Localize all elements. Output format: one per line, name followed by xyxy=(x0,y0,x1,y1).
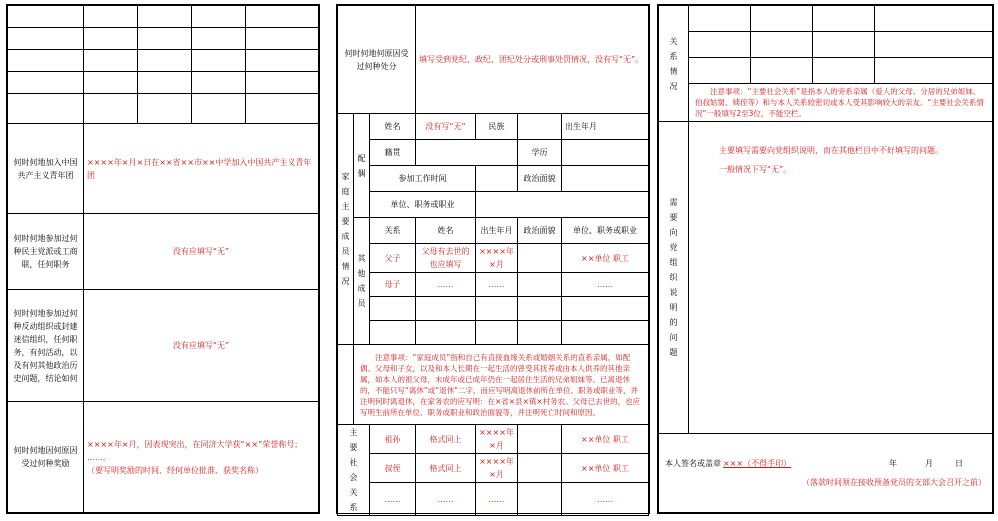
social-employer[interactable]: ××单位 职工 xyxy=(562,454,649,483)
social-employer[interactable]: ××单位 职工 xyxy=(562,425,649,454)
awards-value-more: ……。 xyxy=(87,452,111,462)
table-row xyxy=(338,297,649,321)
awards-hint: （要写明奖励的时间、经何单位批准、获奖名称） xyxy=(87,465,263,475)
table-row xyxy=(338,321,649,345)
signature-label: 本人签名或盖章 xyxy=(665,459,721,468)
table-row xyxy=(338,483,649,516)
member-relation[interactable]: 母子 xyxy=(370,273,416,297)
signature-cell[interactable] xyxy=(659,434,993,513)
col-header-name: 姓名 xyxy=(416,218,476,244)
blank-cell xyxy=(8,94,84,124)
family-note: 注意事项：“家庭成员”指和自己有直接血缘关系或婚姻关系的直系亲属，如配偶、父母和子女，以及和本人长期在一起生活的曾受其抚养或由本人供养的其他亲属，如本人的祖父母，未成年或已成年仍在一起居住生活的兄弟姐妹等。已离退休的，不能只写“离休”或“退休”二字，而应写明离退休前所在单位、职务或职业等，并注明何时离退休，在家务农的应写明：在×省×县×镇×村务农。父母已去世的，也应写明生前所在单位、职务或职业和政治面貌等，并注明死亡时间和原因。 xyxy=(354,345,649,425)
member-relation[interactable]: 父子 xyxy=(370,244,416,273)
spouse-name-value[interactable]: 没有写“无” xyxy=(416,114,476,140)
explain-label: 需 要 向 党 组 织 说 明 的 问 题 xyxy=(659,122,689,434)
other-members-label: 其 他 成 员 xyxy=(354,218,370,345)
awards-label: 何时何地因何原因受过何种奖励 xyxy=(8,402,84,513)
member-name[interactable]: …… xyxy=(416,273,476,297)
signature-line xyxy=(665,457,986,470)
social-relation[interactable]: 叔侄 xyxy=(370,454,416,483)
social-political[interactable] xyxy=(518,454,562,483)
table-row xyxy=(338,425,649,454)
member-birth[interactable]: …… xyxy=(476,273,518,297)
member-employer[interactable]: ××单位 职工 xyxy=(562,244,649,273)
explain-cell[interactable] xyxy=(689,122,993,434)
member-political[interactable] xyxy=(518,273,562,297)
signature-note: （落款时间须在接收预备党员的支部大会召开之前） xyxy=(802,478,986,487)
table-row xyxy=(338,273,649,297)
spouse-native-value[interactable] xyxy=(416,140,518,166)
blank-cell xyxy=(8,28,84,50)
col-header-relation: 关系 xyxy=(370,218,416,244)
democratic-party-label: 何时何地参加过何种民主党派或工商联，任何职务 xyxy=(8,214,84,290)
member-birth[interactable]: ××××年×月 xyxy=(476,244,518,273)
spouse-work-start-value[interactable] xyxy=(476,166,518,192)
spouse-work-start-label: 参加工作时间 xyxy=(370,166,476,192)
social-birth[interactable]: ××××年×月 xyxy=(476,454,518,483)
social-political[interactable] xyxy=(518,483,562,516)
spouse-political-label: 政治面貌 xyxy=(518,166,562,192)
join-league-value[interactable]: ××××年×月×日在××省××市××中学加入中国共产主义青年团 xyxy=(84,124,319,214)
social-relation[interactable]: 祖孙 xyxy=(370,425,416,454)
spouse-name-label: 姓名 xyxy=(370,114,416,140)
blank-cell xyxy=(8,50,84,72)
explain-line-1: 主要填写需要向党组织说明，而在其他栏目中不好填写的问题。 xyxy=(719,146,943,155)
spouse-employer-value[interactable] xyxy=(476,192,649,218)
social-employer[interactable]: …… xyxy=(562,483,649,516)
signature-year: 年 xyxy=(889,459,897,468)
spouse-group-label: 配 偶 xyxy=(354,114,370,218)
punishment-value[interactable]: 填写受到党纪、政纪、团纪处分或刑事处罚情况，没有写“无”。 xyxy=(416,6,649,114)
social-political[interactable] xyxy=(518,425,562,454)
relations-label: 关 系 情 况 xyxy=(659,6,689,122)
spouse-education-value[interactable] xyxy=(562,140,649,166)
spouse-employer-label: 单位、职务或职业 xyxy=(370,192,476,218)
blank-cell xyxy=(8,6,84,28)
form-page-left xyxy=(6,4,320,514)
awards-value: ××××年×月，因表现突出，在同济大学获“××”荣誉称号； xyxy=(87,439,303,449)
table-row xyxy=(338,454,649,483)
col-header-political: 政治面貌 xyxy=(518,218,562,244)
spouse-birth-label: 出生年月 xyxy=(565,122,597,131)
social-name[interactable]: 格式同上 xyxy=(416,454,476,483)
blank-cell xyxy=(8,72,84,94)
social-relation[interactable]: …… xyxy=(370,483,416,516)
reactionary-org-value[interactable]: 没有应填写“无” xyxy=(84,290,319,402)
table-row xyxy=(338,244,649,273)
spouse-ethnicity-label: 民族 xyxy=(476,114,518,140)
col-header-employer: 单位、职务或职业 xyxy=(562,218,649,244)
family-members-label: 家 庭 主 要 成 员 情 况 xyxy=(338,114,354,345)
col-header-birth: 出生年月 xyxy=(476,218,518,244)
social-name[interactable]: …… xyxy=(416,483,476,516)
punishment-label: 何时何地何原因受过何种处分 xyxy=(338,6,416,114)
relations-note: 注意事项：“主要社会关系”是指本人的旁系亲属（爱人的父母、分居的兄弟姐妹、伯叔姑舅、姨侄等）和与本人关系较密切或本人受其影响较大的亲友。“主要社会关系情况”一般填写2至3位，不能空栏。 xyxy=(689,84,993,122)
member-employer[interactable]: …… xyxy=(562,273,649,297)
form-page-right xyxy=(657,4,994,514)
join-league-label: 何时何地加入中国共产主义青年团 xyxy=(8,124,84,214)
social-relations-label: 主 要 社 会 关 系 xyxy=(338,425,370,516)
signature-month: 月 xyxy=(925,459,933,468)
social-birth[interactable]: …… xyxy=(476,483,518,516)
social-name[interactable]: 格式同上 xyxy=(416,425,476,454)
signature-value[interactable]: ×××（不得手印） xyxy=(723,459,792,468)
spouse-ethnicity-value[interactable] xyxy=(518,114,562,140)
spouse-education-label: 学历 xyxy=(518,140,562,166)
spouse-birth-cell[interactable] xyxy=(562,114,649,140)
spouse-native-label: 籍贯 xyxy=(370,140,416,166)
spouse-political-value[interactable] xyxy=(562,166,649,192)
reactionary-org-label: 何时何地参加过何种反动组织或封建迷信组织，任何职务，有何活动，以及有何其他政治历史问题，结论如何 xyxy=(8,290,84,402)
signature-day: 日 xyxy=(955,459,963,468)
member-name[interactable]: 父母有去世的也应填写 xyxy=(416,244,476,273)
social-birth[interactable]: ××××年×月 xyxy=(476,425,518,454)
form-table-right xyxy=(658,5,993,513)
democratic-party-value[interactable]: 没有应填写“无” xyxy=(84,214,319,290)
form-page-middle xyxy=(336,4,650,514)
form-table-middle xyxy=(337,5,649,516)
form-table-left xyxy=(7,5,319,513)
member-political[interactable] xyxy=(518,244,562,273)
awards-cell[interactable] xyxy=(84,402,319,513)
explain-line-2: 一般情况下写“无”。 xyxy=(719,165,792,174)
